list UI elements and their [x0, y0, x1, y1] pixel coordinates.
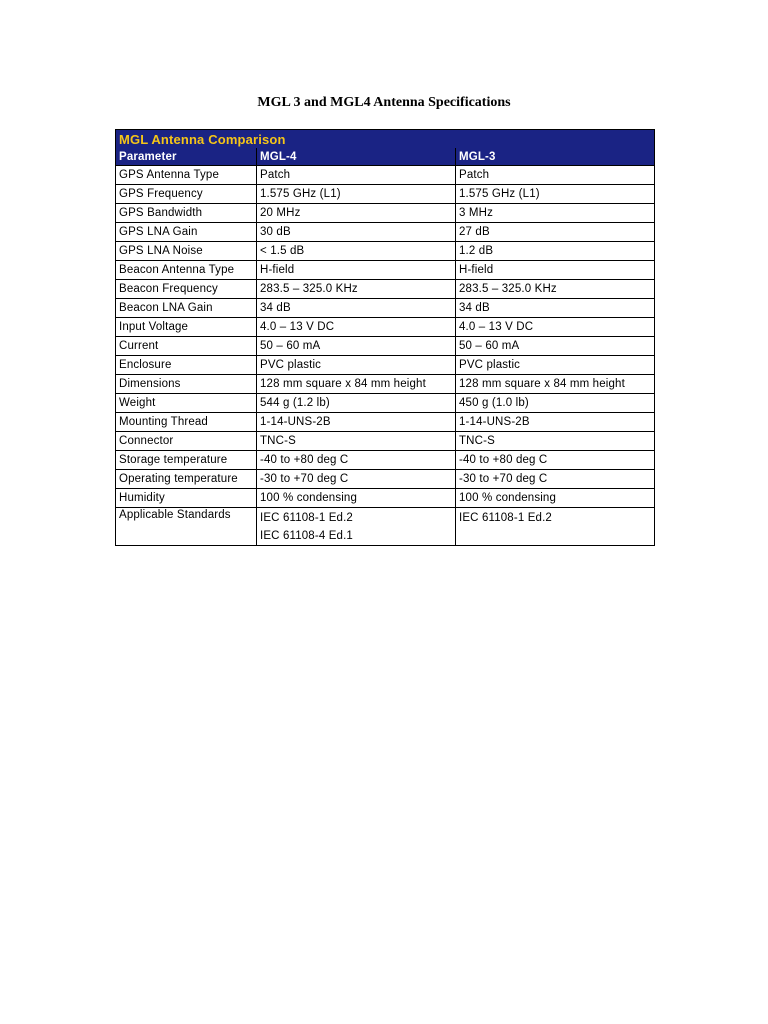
- table-row: [116, 223, 655, 242]
- mgl3-value-line: -30 to +70 deg C: [459, 473, 548, 485]
- mgl3-value-cell: [456, 508, 655, 546]
- table-row: [116, 204, 655, 223]
- table-row: [116, 375, 655, 394]
- parameter-cell: GPS Bandwidth: [116, 204, 257, 223]
- table-caption-row: [116, 130, 655, 149]
- column-header-parameter: Parameter: [116, 148, 257, 166]
- mgl4-value-cell: [257, 185, 456, 204]
- mgl3-value-line: 4.0 – 13 V DC: [459, 321, 534, 333]
- mgl4-value-line: 1-14-UNS-2B: [260, 416, 331, 428]
- parameter-cell: Beacon LNA Gain: [116, 299, 257, 318]
- mgl3-value-cell: [456, 432, 655, 451]
- parameter-cell: GPS LNA Gain: [116, 223, 257, 242]
- mgl4-value-cell: [257, 394, 456, 413]
- mgl4-value-line: 4.0 – 13 V DC: [260, 321, 335, 333]
- mgl4-value-cell: [257, 413, 456, 432]
- mgl4-value-line: 283.5 – 325.0 KHz: [260, 283, 358, 295]
- mgl4-value-line: TNC-S: [260, 435, 296, 447]
- parameter-cell: Operating temperature: [116, 470, 257, 489]
- mgl4-value-line: PVC plastic: [260, 359, 322, 371]
- parameter-cell: GPS LNA Noise: [116, 242, 257, 261]
- mgl4-value-cell: [257, 508, 456, 546]
- table-header-row: [116, 148, 655, 166]
- mgl3-value-cell: [456, 280, 655, 299]
- table-row: [116, 166, 655, 185]
- parameter-cell: Connector: [116, 432, 257, 451]
- mgl3-value-cell: [456, 413, 655, 432]
- parameter-cell: Beacon Antenna Type: [116, 261, 257, 280]
- mgl4-value-line: 1.575 GHz (L1): [260, 188, 341, 200]
- mgl4-value-line: IEC 61108-4 Ed.1: [260, 530, 353, 542]
- table-row: [116, 470, 655, 489]
- column-header-mgl3: MGL-3: [456, 148, 655, 166]
- mgl4-value-line: -30 to +70 deg C: [260, 473, 349, 485]
- parameter-cell: Mounting Thread: [116, 413, 257, 432]
- mgl4-value-cell: [257, 318, 456, 337]
- parameter-cell: GPS Frequency: [116, 185, 257, 204]
- mgl3-value-line: 128 mm square x 84 mm height: [459, 378, 625, 390]
- mgl3-value-cell: [456, 223, 655, 242]
- column-header-mgl4: MGL-4: [257, 148, 456, 166]
- table-row: [116, 432, 655, 451]
- mgl3-value-line: 450 g (1.0 lb): [459, 397, 529, 409]
- parameter-cell: Storage temperature: [116, 451, 257, 470]
- mgl4-value-cell: [257, 261, 456, 280]
- table-row: [116, 451, 655, 470]
- mgl3-value-cell: [456, 489, 655, 508]
- mgl4-value-line: Patch: [260, 169, 291, 181]
- parameter-cell: Humidity: [116, 489, 257, 508]
- parameter-cell: Current: [116, 337, 257, 356]
- mgl3-value-line: TNC-S: [459, 435, 495, 447]
- mgl4-value-line: 50 – 60 mA: [260, 340, 321, 352]
- mgl3-value-line: -40 to +80 deg C: [459, 454, 548, 466]
- mgl4-value-line: 34 dB: [260, 302, 291, 314]
- mgl4-value-line: 100 % condensing: [260, 492, 358, 504]
- mgl4-value-cell: [257, 451, 456, 470]
- mgl3-value-line: PVC plastic: [459, 359, 521, 371]
- mgl4-value-cell: [257, 470, 456, 489]
- mgl4-value-cell: [257, 166, 456, 185]
- mgl4-value-line: 20 MHz: [260, 207, 301, 219]
- table-caption: MGL Antenna Comparison: [116, 130, 655, 149]
- mgl3-value-line: H-field: [459, 264, 494, 276]
- table-row: [116, 413, 655, 432]
- mgl3-value-cell: [456, 204, 655, 223]
- mgl3-value-line: 27 dB: [459, 226, 490, 238]
- mgl3-value-cell: [456, 375, 655, 394]
- mgl4-value-line: IEC 61108-1 Ed.2: [260, 512, 353, 524]
- mgl3-value-line: 1.2 dB: [459, 245, 494, 257]
- antenna-comparison-table: [115, 129, 655, 546]
- mgl4-value-line: H-field: [260, 264, 295, 276]
- table-row: [116, 489, 655, 508]
- table-row: [116, 242, 655, 261]
- table-row: [116, 261, 655, 280]
- mgl3-value-cell: [456, 185, 655, 204]
- mgl4-value-cell: [257, 432, 456, 451]
- mgl4-value-cell: [257, 280, 456, 299]
- mgl4-value-cell: [257, 337, 456, 356]
- mgl3-value-line: 50 – 60 mA: [459, 340, 520, 352]
- mgl3-value-line: 3 MHz: [459, 207, 493, 219]
- mgl4-value-cell: [257, 356, 456, 375]
- mgl3-value-cell: [456, 261, 655, 280]
- table-row: [116, 508, 655, 546]
- mgl4-value-line: -40 to +80 deg C: [260, 454, 349, 466]
- parameter-cell: Weight: [116, 394, 257, 413]
- mgl3-value-line: 1.575 GHz (L1): [459, 188, 540, 200]
- mgl3-value-line: IEC 61108-1 Ed.2: [459, 512, 552, 524]
- mgl3-value-line: 283.5 – 325.0 KHz: [459, 283, 557, 295]
- mgl4-value-cell: [257, 375, 456, 394]
- mgl4-value-cell: [257, 204, 456, 223]
- mgl3-value-cell: [456, 470, 655, 489]
- parameter-cell: GPS Antenna Type: [116, 166, 257, 185]
- parameter-cell: Beacon Frequency: [116, 280, 257, 299]
- table-row: [116, 318, 655, 337]
- mgl3-value-cell: [456, 166, 655, 185]
- mgl3-value-cell: [456, 318, 655, 337]
- mgl4-value-cell: [257, 489, 456, 508]
- mgl3-value-line: 1-14-UNS-2B: [459, 416, 530, 428]
- mgl3-value-cell: [456, 299, 655, 318]
- parameter-cell: Dimensions: [116, 375, 257, 394]
- mgl3-value-cell: [456, 451, 655, 470]
- mgl3-value-cell: [456, 356, 655, 375]
- table-row: [116, 394, 655, 413]
- mgl4-value-line: 128 mm square x 84 mm height: [260, 378, 426, 390]
- mgl4-value-line: 544 g (1.2 lb): [260, 397, 330, 409]
- table-row: [116, 356, 655, 375]
- table-row: [116, 185, 655, 204]
- table-row: [116, 337, 655, 356]
- page-title: MGL 3 and MGL4 Antenna Specifications: [257, 95, 511, 110]
- mgl4-value-line: < 1.5 dB: [260, 245, 305, 257]
- mgl3-value-cell: [456, 394, 655, 413]
- mgl3-value-line: 34 dB: [459, 302, 490, 314]
- parameter-cell: Enclosure: [116, 356, 257, 375]
- table-row: [116, 280, 655, 299]
- mgl4-value-line: 30 dB: [260, 226, 291, 238]
- parameter-cell: Input Voltage: [116, 318, 257, 337]
- parameter-cell: Applicable Standards: [116, 508, 257, 546]
- table-row: [116, 299, 655, 318]
- mgl3-value-cell: [456, 242, 655, 261]
- mgl3-value-line: 100 % condensing: [459, 492, 557, 504]
- mgl3-value-cell: [456, 337, 655, 356]
- mgl4-value-cell: [257, 299, 456, 318]
- mgl3-value-line: Patch: [459, 169, 490, 181]
- mgl4-value-cell: [257, 242, 456, 261]
- mgl4-value-cell: [257, 223, 456, 242]
